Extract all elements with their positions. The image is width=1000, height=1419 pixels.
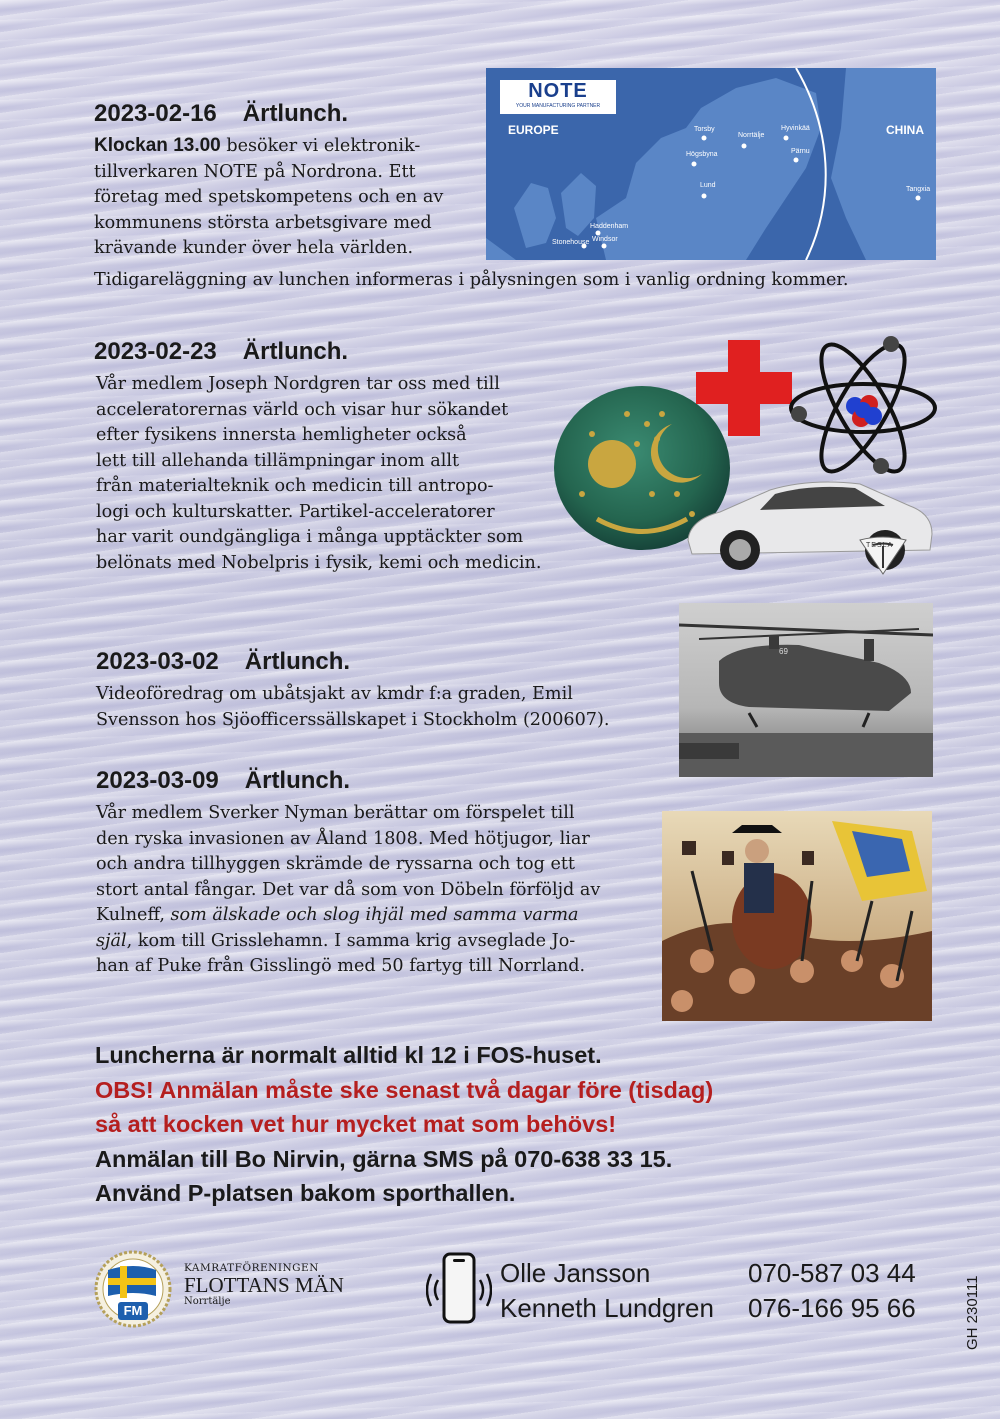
flottans-man-logo <box>94 1250 172 1328</box>
event-2-line: logi och kulturskatter. Partikel-acceleratorer <box>96 501 495 522</box>
red-cross-icon <box>696 340 792 436</box>
map-city: Tangxia <box>906 186 931 193</box>
tesla-car-image <box>680 470 940 580</box>
helicopter-number: 69 <box>779 647 788 656</box>
contact-phone: 070-587 03 44 <box>748 1258 916 1288</box>
map-city: Windsor <box>592 236 618 243</box>
event-3-heading <box>96 648 350 676</box>
footer-obs: OBS! Anmälan måste ske senast två dagar före (tisdag) <box>95 1076 714 1103</box>
document-code-text: GH 230111 <box>964 1275 981 1350</box>
map-city: Haddenham <box>590 223 629 230</box>
event-4-line: den ryska invasionen av Åland 1808. Med hötjugor, liar <box>96 828 590 849</box>
event-4-date: 2023-03-09 <box>96 767 219 794</box>
org-name-line1: KAMRATFÖRENINGEN <box>184 1262 319 1274</box>
org-name-line3: Norrtälje <box>184 1296 231 1307</box>
event-4-line: stort antal fångar. Det var då som von Döbeln förföljd av <box>96 879 601 900</box>
contact-name: Olle Jansson <box>500 1258 651 1288</box>
org-name <box>184 1262 344 1307</box>
map-city: Norrtälje <box>738 132 765 139</box>
org-name-line2: FLOTTANS MÄN <box>184 1273 344 1297</box>
event-1-line: tillverkaren NOTE på Nordrona. Ett <box>94 161 416 182</box>
event-1-line: krävande kunder över hela världen. <box>94 238 414 258</box>
event-1-lead: Klockan 13.00 <box>94 135 221 156</box>
event-1-line: företag med spetskompetens och en av <box>94 187 444 207</box>
map-city: Pärnu <box>791 148 810 155</box>
event-3-date: 2023-03-02 <box>96 648 219 675</box>
event-1-note: Tidigareläggning av lunchen informeras i pålysningen som i vanlig ordning kommer. <box>94 270 849 290</box>
logo-badge-text: FM <box>123 1303 143 1318</box>
event-4-line: själ, kom till Grisslehamn. I samma krig avseglade Jo- <box>96 930 576 951</box>
event-2-title: Ärtlunch. <box>242 338 349 365</box>
footer-obs-2: så att kocken vet hur mycket mat som behövs! <box>95 1111 617 1137</box>
event-1-heading <box>94 100 348 128</box>
event-4-line: och andra tillhyggen skrämde de ryssarna och tog ett <box>96 854 575 874</box>
event-2-text <box>96 372 596 576</box>
event-1-date: 2023-02-16 <box>94 100 217 127</box>
event-4-line: Kulneff, som älskade och slog ihjäl med samma varma <box>96 905 579 925</box>
event-3-line: Svensson hos Sjöofficerssällskapet i Stockholm (200607). <box>96 709 610 730</box>
event-2-line: belönats med Nobelpris i fysik, kemi och medicin. <box>96 552 542 573</box>
map-city: Högsbyna <box>686 151 718 158</box>
helicopter-image <box>679 603 933 777</box>
tesla-badge-text: TESLA <box>866 542 894 549</box>
battle-painting-image <box>662 811 932 1021</box>
map-city: Lund <box>700 182 716 189</box>
event-2-line: lett till allehanda tillämpningar inom allt <box>96 450 460 471</box>
contact-list <box>500 1256 916 1326</box>
event-2-date: 2023-02-23 <box>94 338 217 365</box>
atom-icon <box>785 330 940 480</box>
event-3-title: Ärtlunch. <box>244 648 351 675</box>
contact-row <box>500 1291 916 1326</box>
event-2-line: från materialteknik och medicin till antropo- <box>96 476 494 496</box>
event-2-line: acceleratorernas värld och visar hur sökandet <box>96 399 509 420</box>
event-4-text <box>96 801 600 980</box>
event-1-text <box>94 133 494 262</box>
note-map-image <box>486 68 936 260</box>
document-code <box>964 1250 994 1350</box>
event-2-line: har varit oundgängliga i många upptäckter som <box>96 527 524 547</box>
contact-phone: 076-166 95 66 <box>748 1293 916 1323</box>
event-1-line: besöker vi elektronik- <box>220 136 421 156</box>
footer-signup: Anmälan till Bo Nirvin, gärna SMS på 070-638 33 15. <box>95 1145 673 1172</box>
map-label-europe: EUROPE <box>508 123 559 137</box>
footer-parking: Använd P-platsen bakom sporthallen. <box>95 1180 516 1206</box>
map-city: Torsby <box>694 126 715 133</box>
event-3-text <box>96 682 609 733</box>
map-label-china: CHINA <box>886 123 924 137</box>
footer-lunch-time: Luncherna är normalt alltid kl 12 i FOS-huset. <box>95 1042 602 1068</box>
contact-name: Kenneth Lundgren <box>500 1293 714 1323</box>
contact-row <box>500 1256 916 1291</box>
footer-info <box>95 1038 713 1211</box>
phone-icon <box>426 1252 492 1326</box>
note-logo: NOTE YOUR MANUFACTURING PARTNER <box>500 80 616 114</box>
event-4-title: Ärtlunch. <box>244 767 351 794</box>
event-3-line: Videoföredrag om ubåtsjakt av kmdr f:a graden, Emil <box>96 684 573 704</box>
event-2-line: Vår medlem Joseph Nordgren tar oss med till <box>96 374 500 394</box>
event-4-line: Vår medlem Sverker Nyman berättar om förspelet till <box>96 803 575 823</box>
event-1-line: kommunens största arbetsgivare med <box>94 212 432 233</box>
event-4-heading <box>96 767 350 795</box>
event-4-line: han af Puke från Gisslingö med 50 fartyg till Norrland. <box>96 956 586 976</box>
map-city: Stonehouse <box>552 239 590 246</box>
event-1-title: Ärtlunch. <box>242 100 349 127</box>
map-city: Hyvinkää <box>781 125 810 132</box>
event-2-heading <box>94 338 348 366</box>
event-2-line: efter fysikens innersta hemligheter också <box>96 425 467 445</box>
